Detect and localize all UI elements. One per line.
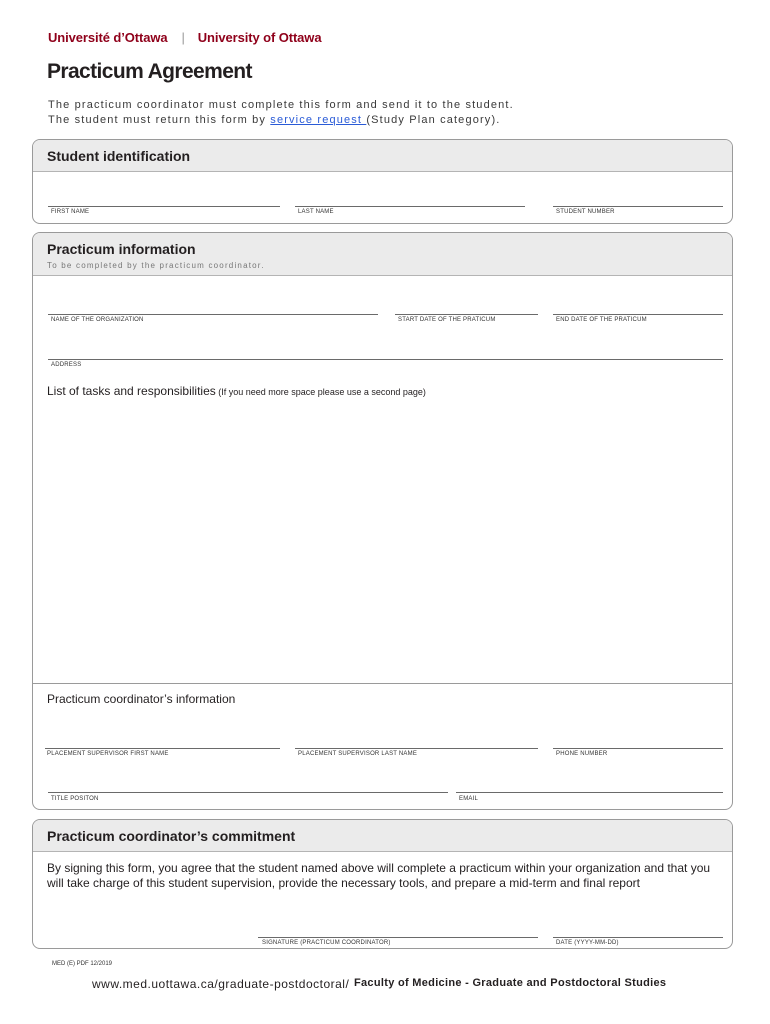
address-label: ADDRESS — [51, 362, 82, 368]
supervisor-last-name-field[interactable] — [295, 748, 538, 749]
title-position-label: TITLE POSITON — [51, 796, 99, 802]
organization-field[interactable] — [48, 314, 378, 315]
footer-faculty: Faculty of Medicine - Graduate and Postdoctoral Studies — [354, 977, 667, 989]
practicum-information-section — [32, 232, 733, 810]
signature-label: SIGNATURE (PRACTICUM COORDINATOR) — [262, 940, 391, 946]
address-field[interactable] — [48, 359, 723, 360]
first-name-label: FIRST NAME — [51, 209, 90, 215]
title-position-field[interactable] — [48, 792, 448, 793]
section-divider — [32, 683, 733, 684]
date-label: DATE (YYYY-MM-DD) — [556, 940, 619, 946]
end-date-field[interactable] — [553, 314, 723, 315]
logo-english: University of Ottawa — [197, 30, 322, 45]
student-identification-section — [32, 139, 733, 224]
logo-french: Université d’Ottawa — [48, 30, 168, 45]
practicum-information-subheading: To be completed by the practicum coordinator. — [33, 259, 732, 276]
intro-line-2: The student must return this form by service request (Study Plan category). — [48, 114, 501, 126]
last-name-field[interactable] — [295, 206, 525, 207]
tasks-title: List of tasks and responsibilities (If you need more space please use a second page) — [47, 384, 426, 398]
student-number-label: STUDENT NUMBER — [556, 209, 615, 215]
commitment-heading: Practicum coordinator’s commitment — [33, 820, 732, 852]
page-title: Practicum Agreement — [47, 60, 252, 83]
supervisor-first-name-label: PLACEMENT SUPERVISOR FIRST NAME — [47, 751, 169, 757]
first-name-field[interactable] — [48, 206, 280, 207]
organization-label: NAME OF THE ORGANIZATION — [51, 317, 144, 323]
footer-url[interactable]: www.med.uottawa.ca/graduate-postdoctoral/ — [92, 977, 350, 991]
signature-field[interactable] — [258, 937, 538, 938]
service-request-link[interactable]: service request — [270, 114, 367, 126]
logo-separator: | — [181, 30, 185, 45]
phone-label: PHONE NUMBER — [556, 751, 608, 757]
email-field[interactable] — [456, 792, 723, 793]
phone-field[interactable] — [553, 748, 723, 749]
form-code: MED (E) PDF 12/2019 — [52, 961, 113, 967]
supervisor-first-name-field[interactable] — [45, 748, 280, 749]
commitment-text: By signing this form, you agree that the student named above will complete a practicum within your organization and that you will take charge of this student supervision, provide the necessary tools, and prepare a mid-term and final report — [47, 861, 711, 890]
commitment-section — [32, 819, 733, 949]
start-date-label: START DATE OF THE PRATICUM — [398, 317, 496, 323]
last-name-label: LAST NAME — [298, 209, 334, 215]
supervisor-last-name-label: PLACEMENT SUPERVISOR LAST NAME — [298, 751, 418, 757]
email-label: EMAIL — [459, 796, 479, 802]
practicum-information-heading: Practicum information — [33, 233, 732, 259]
tasks-note: (If you need more space please use a second page) — [215, 387, 426, 397]
coordinator-info-title: Practicum coordinator’s information — [47, 692, 236, 706]
end-date-label: END DATE OF THE PRATICUM — [556, 317, 647, 323]
student-identification-heading: Student identification — [33, 140, 732, 172]
start-date-field[interactable] — [395, 314, 538, 315]
intro-line-1: The practicum coordinator must complete this form and send it to the student. — [48, 99, 514, 111]
student-number-field[interactable] — [553, 206, 723, 207]
university-logo — [48, 30, 321, 45]
tasks-textarea[interactable] — [47, 401, 723, 681]
intro-text — [48, 98, 514, 128]
date-field[interactable] — [553, 937, 723, 938]
